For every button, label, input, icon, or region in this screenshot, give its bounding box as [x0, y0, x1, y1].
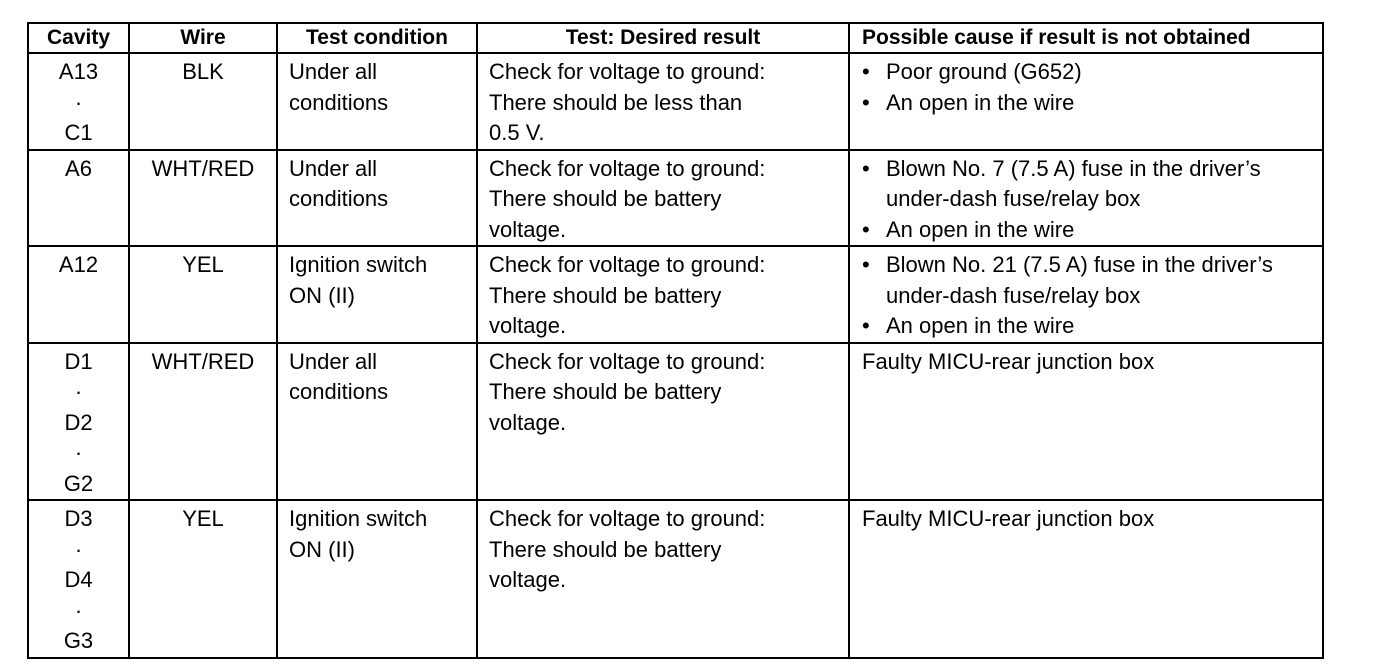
cavity-label: C1	[64, 120, 93, 145]
cavity-cell	[28, 53, 129, 150]
cavity-cell	[28, 246, 129, 343]
header-cavity: Cavity	[28, 23, 129, 53]
cavity-label: G2	[63, 470, 94, 496]
result-line: There should be less than	[489, 89, 743, 115]
condition-line: Under all	[289, 59, 378, 84]
result-line: There should be battery	[489, 186, 722, 211]
result-line: voltage.	[489, 313, 567, 338]
cavity-label: A12	[58, 252, 99, 277]
condition-line: Under all	[289, 155, 378, 181]
result-line: voltage.	[489, 567, 567, 592]
result-line: There should be battery	[489, 536, 722, 562]
header-wire: Wire	[129, 23, 277, 53]
wire-cell: WHT/RED	[129, 343, 277, 501]
table-row	[28, 246, 1323, 343]
wire-cell: WHT/RED	[129, 150, 277, 247]
test-condition-cell	[277, 150, 477, 247]
header-desired-result: Test: Desired result	[477, 23, 849, 53]
result-line: Check for voltage to ground:	[489, 252, 766, 277]
result-line: voltage.	[489, 216, 567, 242]
result-line: voltage.	[489, 409, 567, 435]
cause-item: • Blown No. 7 (7.5 A) fuse in the driver’s under-dash fuse/relay box	[862, 154, 1322, 215]
test-condition-cell	[277, 343, 477, 501]
test-condition-cell	[277, 246, 477, 343]
cavity-label: D1	[64, 348, 93, 374]
result-line: Check for voltage to ground:	[489, 155, 766, 181]
wire-cell: YEL	[129, 500, 277, 658]
table-row	[28, 150, 1323, 247]
condition-line: conditions	[289, 89, 389, 115]
table-row	[28, 500, 1323, 658]
desired-result-cell	[477, 53, 849, 150]
condition-line: ON (II)	[289, 282, 355, 308]
result-line: There should be battery	[489, 282, 722, 308]
condition-line: Ignition switch	[289, 506, 428, 531]
test-condition-cell	[277, 53, 477, 150]
condition-line: Ignition switch	[289, 252, 428, 277]
result-line: Check for voltage to ground:	[489, 59, 766, 84]
cavity-label: A13	[58, 59, 99, 84]
cause-item: • Poor ground (G652)	[862, 57, 1322, 88]
cause-item: • An open in the wire	[862, 215, 1322, 246]
cavity-label: ·	[74, 379, 83, 404]
wire-cell: YEL	[129, 246, 277, 343]
condition-line: Under all	[289, 348, 378, 374]
result-line: Check for voltage to ground:	[489, 506, 766, 531]
desired-result-cell	[477, 343, 849, 501]
possible-cause-cell	[849, 150, 1323, 247]
cavity-label: ·	[74, 597, 83, 623]
result-line: 0.5 V.	[489, 120, 545, 145]
wire-cell: BLK	[129, 53, 277, 150]
cause-item: • Blown No. 21 (7.5 A) fuse in the driver’s under-dash fuse/relay box	[862, 250, 1322, 311]
possible-cause-cell	[849, 343, 1323, 501]
cause-item: Faulty MICU-rear junction box	[862, 348, 1155, 374]
cavity-label: D2	[64, 409, 93, 435]
troubleshooting-table	[27, 22, 1324, 659]
possible-cause-cell	[849, 53, 1323, 150]
cavity-label: ·	[74, 440, 83, 465]
condition-line: conditions	[289, 186, 389, 211]
cavity-label: ·	[74, 89, 83, 115]
table-row	[28, 343, 1323, 501]
cavity-label: G3	[63, 628, 94, 653]
cavity-label: D4	[64, 567, 93, 592]
desired-result-cell	[477, 150, 849, 247]
cavity-cell	[28, 343, 129, 501]
cause-item: Faulty MICU-rear junction box	[862, 506, 1155, 531]
header-row	[28, 23, 1323, 53]
cavity-cell	[28, 500, 129, 658]
result-line: There should be battery	[489, 379, 722, 404]
cavity-label: ·	[74, 536, 83, 562]
desired-result-cell	[477, 500, 849, 658]
test-condition-cell	[277, 500, 477, 658]
header-test-condition: Test condition	[277, 23, 477, 53]
cause-item: • An open in the wire	[862, 88, 1322, 119]
possible-cause-cell	[849, 246, 1323, 343]
cavity-label: A6	[65, 155, 92, 181]
cause-item: • An open in the wire	[862, 311, 1322, 342]
table-row	[28, 53, 1323, 150]
result-line: Check for voltage to ground:	[489, 348, 766, 374]
header-possible-cause: Possible cause if result is not obtained	[849, 23, 1323, 53]
possible-cause-cell	[849, 500, 1323, 658]
cavity-label: D3	[64, 506, 93, 531]
condition-line: ON (II)	[289, 536, 355, 562]
desired-result-cell	[477, 246, 849, 343]
cavity-cell	[28, 150, 129, 247]
condition-line: conditions	[289, 379, 389, 404]
